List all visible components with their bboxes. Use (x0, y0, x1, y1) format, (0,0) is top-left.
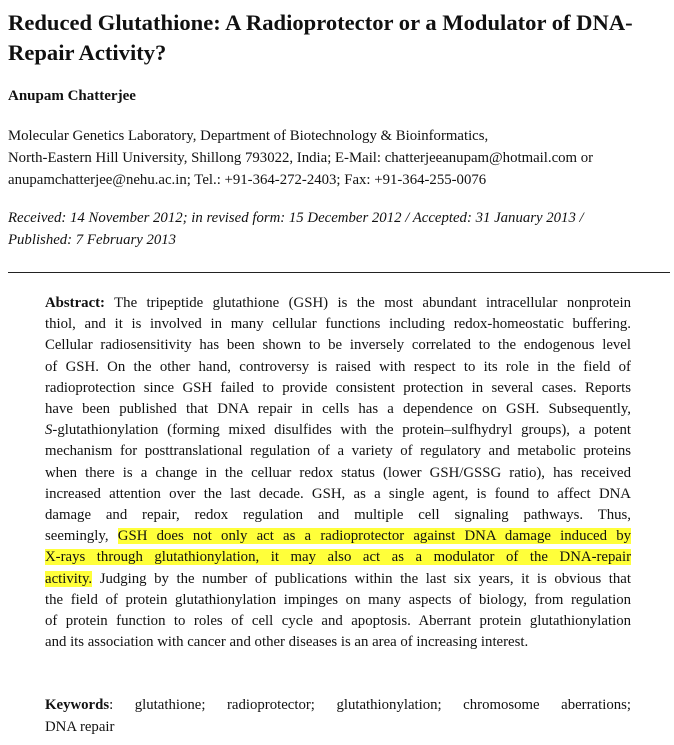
abstract-text: seemingly, (45, 528, 118, 545)
abstract-line: when there is a change in the celluar redox status (lower GSH/GSSG ratio), has received (45, 464, 631, 481)
abstract-text: Judging by the number of publications within the last six years, it is obvious that (92, 570, 631, 587)
abstract-line (45, 526, 631, 547)
dates-line: Published: 7 February 2013 (8, 232, 177, 248)
affiliation (8, 125, 668, 191)
keywords (45, 695, 631, 738)
author-name: Anupam Chatterjee (8, 88, 136, 104)
abstract-italic-s: S (45, 422, 53, 439)
affiliation-line: anupamchatterjee@nehu.ac.in; Tel.: +91-364-272-2403; Fax: +91-364-255-0076 (8, 172, 487, 188)
abstract-line: damage and repair, redox regulation and multiple cell signaling pathways. Thus, (45, 507, 631, 524)
abstract-line: have been published that DNA repair in cells has a dependence on GSH. Subsequently, (45, 401, 631, 418)
abstract-line (45, 420, 631, 441)
header-divider (8, 272, 670, 273)
keywords-text: : glutathione; radioprotector; glutathionylation; chromosome aberrations; (109, 697, 631, 713)
publication-dates (8, 207, 668, 251)
affiliation-line: North-Eastern Hill University, Shillong 793022, India; E-Mail: chatterjeeanupam@hotmail.com or (8, 150, 594, 166)
abstract-line: of protein function to roles of cell cycle and apoptosis. Aberrant protein glutathionylation (45, 613, 631, 630)
keywords-label: Keywords (45, 697, 110, 713)
abstract-line: Cellular radiosensitivity has been shown to be inversely correlated to the endogenous level (45, 337, 631, 354)
abstract-line: of GSH. On the other hand, controversy is raised with respect to its role in the field of (45, 358, 631, 375)
paper-title: Reduced Glutathione: A Radioprotector or a Modulator of DNA-Repair Activity? (8, 10, 633, 65)
abstract-line: the field of protein glutathionylation impinges on many aspects of biology, from regulation (45, 591, 631, 608)
highlighted-text: X-rays through glutathionylation, it may also act as a modulator of the DNA-repair (45, 549, 631, 566)
keywords-line: DNA repair (45, 718, 115, 735)
abstract-label: Abstract: (45, 295, 105, 311)
abstract-text: -glutathionylation (forming mixed disulfides with the protein–sulfhydryl groups), a potent (52, 422, 631, 439)
dates-line: Received: 14 November 2012; in revised form: 15 December 2012 / Accepted: 31 January 2013 / (8, 210, 584, 226)
highlighted-text: activity. (45, 570, 93, 587)
abstract-line (45, 293, 631, 314)
abstract-line (45, 547, 631, 568)
abstract-line: increased attention over the last decade. GSH, as a single agent, is found to affect DNA (45, 485, 631, 502)
abstract-line: mechanism for posttranslational regulation of a variety of regulatory and metabolic proteins (45, 443, 631, 460)
highlighted-text: GSH does not only act as a radioprotector against DNA damage induced by (117, 528, 632, 545)
affiliation-line: Molecular Genetics Laboratory, Department of Biotechnology & Bioinformatics, (8, 128, 489, 144)
abstract (45, 293, 631, 653)
abstract-line: and its association with cancer and other diseases is an area of increasing interest. (45, 634, 529, 651)
abstract-line: thiol, and it is involved in many cellular functions including redox-homeostatic buffering. (45, 316, 631, 333)
abstract-line (45, 569, 631, 590)
keywords-line (45, 695, 631, 717)
abstract-line: radioprotection since GSH failed to provide consistent protection in several cases. Reports (45, 379, 631, 396)
abstract-text: The tripeptide glutathione (GSH) is the most abundant intracellular nonprotein (105, 295, 631, 311)
